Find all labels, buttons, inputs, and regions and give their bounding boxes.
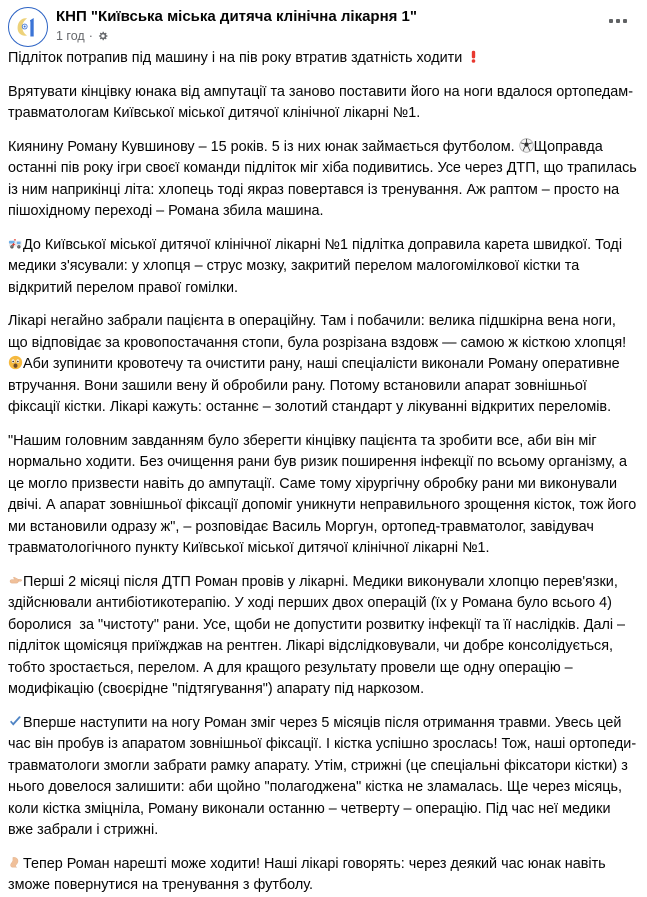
post-paragraph: "Нашим головним завданням було зберегти кінцівку пацієнта та зробити все, аби він міг нормально ходити. Без очищення рани був ризик поширення інфекції по всьому організму, а це могло призвести навіть до ампутації. Саме тому хірургічну обробку рани ми виконували двічі. А апарат зовнішньої фіксації допоміг уникнути неправильного зрощення кісток, тож його ми встановили одразу ж", – розповідає Василь Моргун, ортопед-травматолог, завідувач травматологічного пункту Київської міської дитячої клінічної лікарні №1. (8, 432, 641, 556)
leg-emoji (8, 855, 23, 870)
ellipsis-dot (609, 19, 613, 23)
meta-separator: · (88, 29, 93, 43)
paragraph-text: Тепер Роман нарешті може ходити! Наші лікарі говорять: через деякий час юнак навіть зможе повернутися на тренування з футболу. (8, 855, 610, 893)
post-paragraph (8, 235, 639, 300)
paragraph-text: Киянину Роману Кувшинову – 15 років. 5 із них юнак займається футболом. (8, 138, 519, 155)
paragraph-text: Лікарі негайно забрали пацієнта в операційну. Там і побачили: велика підшкірна вена ноги, що відповідає за кровопостачання стопи, була розрізана вздовж — самою ж кісткою хлопця! (8, 313, 631, 351)
ambulance-emoji (8, 236, 23, 251)
ellipsis-icon[interactable] (603, 12, 633, 30)
paragraph-text: Аби зупинити кровотечу та очистити рану, наші спеціалісти виконали Роману оперативне втручання. Вони зашили вену й обробили рану. Потому встановили апарат зовнішньої фіксації кістки. Лікарі кажуть: останнє – золотий стандарт у лікуванні відкритих переломів. (8, 356, 624, 415)
fearful-face-emoji (8, 355, 23, 370)
page-name[interactable]: КНП "Київська міська дитяча клінічна лікарня 1" (56, 8, 418, 25)
paragraph-text: Підліток потрапив під машину і на пів року втратив здатність ходити (8, 50, 467, 66)
paragraph-text: Вперше наступити на ногу Роман зміг через 5 місяців після отримання травми. Увесь цей час він пробув із апаратом зовнішньої фіксації. І кістка успішно зрослась! Тож, наші ортопеди-травматологи змогли забрати рамку апарату. Утім, стрижні (це спеціальні фіксатори кістки) з нього довелося залишити: аби щойно "полагоджена" кістка не зламалась. Ще через місяць, коли кістка зміцніла, Роману виконали останню – четверту – операцію. Під час неї медики вже забрали і стрижні. (8, 714, 637, 838)
soccer-ball-emoji (519, 138, 534, 153)
paragraph-text: До Київської міської дитячої клінічної лікарні №1 підлітка доправила карета швидкої. Тоді медики з'ясували: у хлопця – струс мозку, закритий перелом малогомілкової кістки та відкритий перелом правої гомілки. (8, 236, 627, 296)
post-body (0, 44, 647, 897)
ellipsis-dot (623, 19, 627, 23)
post-paragraph: Врятувати кінцівку юнака від ампутації та заново поставити його на ноги вдалося ортопедам-травматологам Київської міської дитячої клінічної лікарні №1. (8, 83, 633, 121)
post-paragraph (8, 572, 639, 701)
post-header-text (56, 6, 417, 44)
post-paragraph (8, 137, 639, 223)
post-paragraph (8, 854, 639, 897)
post-paragraph (8, 48, 639, 70)
post-paragraph (8, 713, 639, 842)
check-mark-emoji (8, 714, 23, 729)
paragraph-text: Перші 2 місяці після ДТП Роман провів у лікарні. Медики виконували хлопцю перев'язки, здійснювали антибіотикотерапію. У ході перших двох операцій (їх у Романа було всього 4) боролися за "чистоту" рани. Усе, щоби не допустити розвитку інфекції та її наслідків. Далі – підліток щомісяця приїжджав на рентген. Лікарі відслідковували, чи добре консолідується, тобто зростається, перелом. А для кращого результату провели ще одну операцію – модифікацію (своєрідне "підтягування") апарату під наркозом. (8, 573, 630, 697)
post-paragraph (8, 311, 639, 419)
hospital-logo-avatar[interactable] (8, 7, 48, 47)
paragraph-text: Щоправда останні пів року ігри своєї команди підліток міг хіба подивитись. Усе через ДТП, що трапилась із ним наприкінці літа: хлопець тоді якраз повертався із тренування. Аж раптом – просто на пішохідному переході – Романа збила машина. (8, 138, 641, 219)
post-header (0, 0, 647, 44)
ellipsis-dot (616, 19, 620, 23)
post-meta (56, 28, 417, 44)
gear-icon[interactable] (97, 30, 109, 42)
pointing-finger-emoji (8, 573, 23, 588)
post-timestamp[interactable]: 1 год (56, 29, 85, 43)
red-exclamation-emoji (466, 49, 481, 64)
